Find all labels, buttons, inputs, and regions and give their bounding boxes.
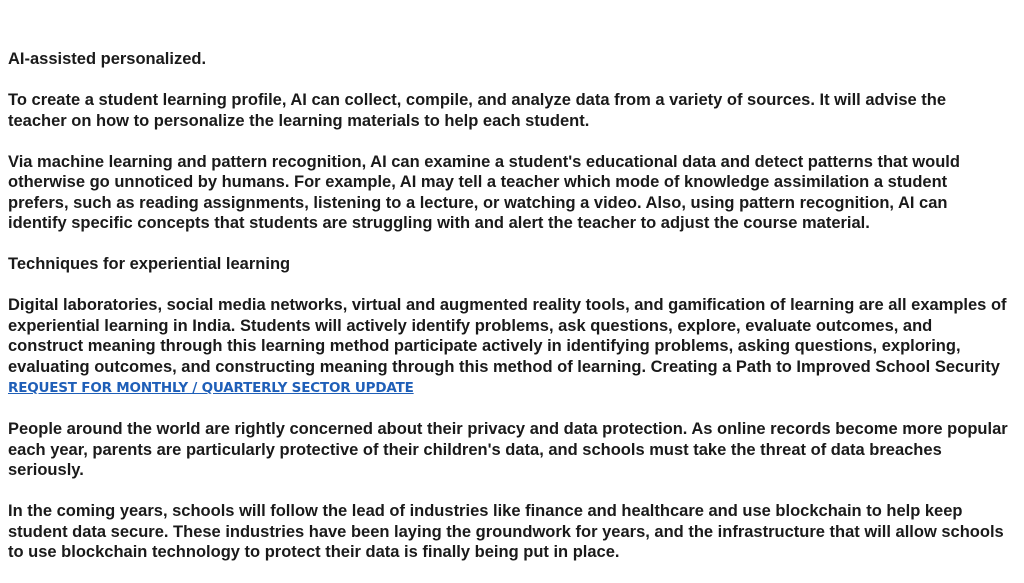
paragraph-blockchain: In the coming years, schools will follow the lead of industries like finance and healthcare and use blockchain to help keep student data secure. These industries have been laying the groundwork for years, and the infrastructure that will allow schools to use blockchain technology to protect their data is finally being put in place. bbox=[8, 502, 1004, 561]
heading: AI-assisted personalized. bbox=[8, 50, 207, 68]
sector-update-link[interactable]: REQUEST FOR MONTHLY / QUARTERLY SECTOR UPDATE bbox=[8, 380, 414, 396]
paragraph-learning-profile: To create a student learning profile, AI can collect, compile, and analyze data from a variety of sources. It will advise the teacher on how to personalize the learning materials to help each student. bbox=[8, 91, 947, 130]
section-heading: Techniques for experiential learning bbox=[8, 255, 291, 273]
document-body bbox=[8, 49, 1008, 583]
paragraph-machine-learning: Via machine learning and pattern recognition, AI can examine a student's educational data and detect patterns that would otherwise go unnoticed by humans. For example, AI may tell a teacher which mode of knowledge assimilation a student prefers, such as reading assignments, listening to a lecture, or watching a video. Also, using pattern recognition, AI can identify specific concepts that students are struggling with and alert the teacher to adjust the course material. bbox=[8, 152, 960, 232]
paragraph-experiential-text: Digital laboratories, social media networks, virtual and augmented reality tools, and gamification of learning are all examples of experiential learning in India. Students will actively identify problems, ask questions, explore, evaluate outcomes, and construct meaning through this learning method participate actively in identifying problems, asking questions, exploring, evaluating outcomes, and constructing meaning through this method of learning. Creating a Path to Improved School Security bbox=[8, 296, 1007, 376]
paragraph-privacy: People around the world are rightly concerned about their privacy and data protection. As online records become more popular each year, parents are particularly protective of their children's data, and schools must take the threat of data breaches seriously. bbox=[8, 420, 1008, 479]
paragraph-experiential-learning bbox=[8, 295, 1008, 399]
